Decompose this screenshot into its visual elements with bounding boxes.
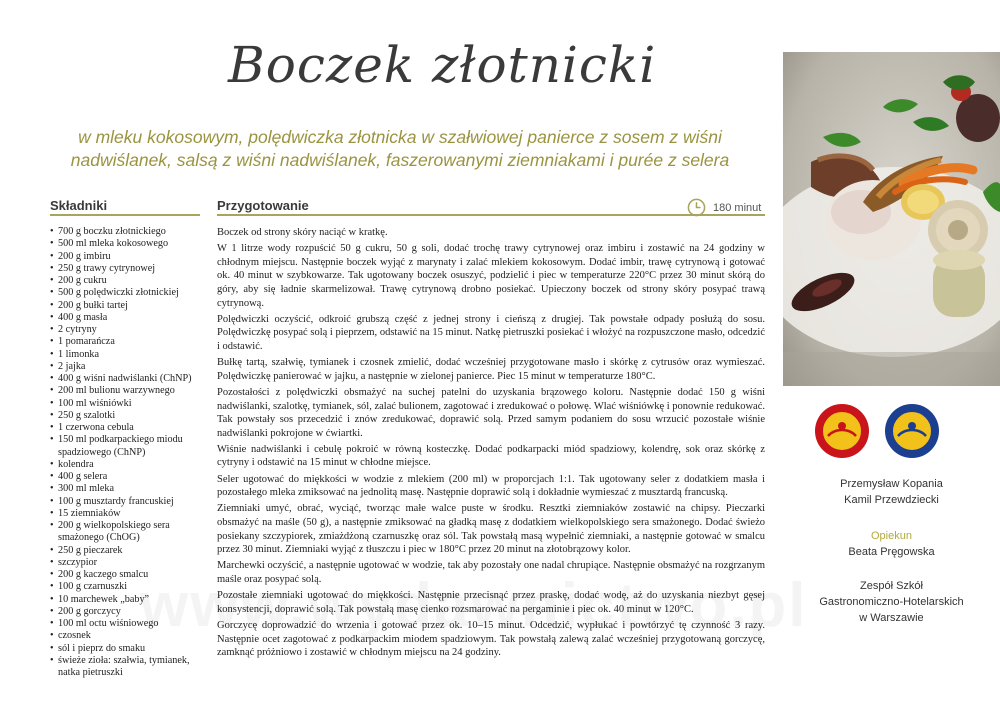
preparation-rule — [217, 214, 765, 216]
preparation-steps — [217, 226, 765, 662]
ingredient-item: • 500 g polędwiczki złotnickiej — [50, 287, 205, 299]
school-line: Gastronomiczno-Hotelarskich — [819, 596, 964, 608]
ingredient-item: • 1 limonka — [50, 349, 205, 361]
ingredient-item: • 15 ziemniaków — [50, 508, 205, 520]
ingredient-item: • 300 ml mleka — [50, 483, 205, 495]
ingredient-item: • 1 pomarańcza — [50, 336, 205, 348]
ingredient-item: • 400 g wiśni nadwiślanki (ChNP) — [50, 373, 205, 385]
ingredient-item: • 400 g masła — [50, 312, 205, 324]
preparation-step: Ziemniaki umyć, obrać, wyciąć, tworząc małe walce puste w środku. Resztki ziemniaków zostawić na chipsy. Pieczarki obsmażyć na maśle (50 g), a następnie zmiksować na gładką masę z dodatkiem wielkopolskiego sera smażonego. Dodać świeżo posiekany szczypiorek, zmiażdżoną czarnuszkę oraz sól. Tak powstałą masą wypełnić ziemniaki, a następnie gotować w smalcu przez 30 minut. Ziemniaki wyjąć z tłuszczu i piec w 180°C przez 20 minut na złotobrązowy kolor. — [217, 503, 765, 556]
ingredient-item: • 400 g selera — [50, 471, 205, 483]
preparation-step: Pozostałe ziemniaki ugotować do miękkości. Następnie przecisnąć przez praskę, dodać wodę, aż do uzyskania niezbyt gęsej konsystencji, doprawić solą. Tak powstałą masę cienko rozsmarować na pergaminie i piec ok. 40 minut w 120°C. — [217, 590, 765, 615]
authors-block — [783, 476, 1000, 626]
ingredient-item: • 200 g imbiru — [50, 251, 205, 263]
cooking-time-label: 180 minut — [713, 201, 762, 214]
ingredient-item: • 200 ml bulionu warzywnego — [50, 385, 205, 397]
preparation-step: Marchewki oczyścić, a następnie ugotować w wodzie, tak aby pozostały one nadal chrupiące. Następnie obsmażyć na rozgrzanym maśle oraz posypać solą. — [217, 560, 765, 585]
ingredient-item: • 150 ml podkarpackiego miodu spadziowego (ChNP) — [50, 434, 205, 459]
school-line: Zespół Szkół — [860, 580, 923, 592]
ingredient-item: • 2 jajka — [50, 361, 205, 373]
ingredient-item: • 100 g musztardy francuskiej — [50, 496, 205, 508]
mentor-label: Opiekun — [871, 530, 912, 542]
ingredient-item: • 200 g cukru — [50, 275, 205, 287]
preparation-step: Pozostałości z polędwiczki obsmażyć na suchej patelni do uzyskania brązowego koloru. Następnie dodać 150 g wiśni nadwiślanki, szalotkę, tymianek, sól, zalać bulionem, zagotować i zredukować o połowę. Wlać wiśniówkę i ponownie redukować. Tak powstały sos przecedzić i znów zredukować, doprawić solą. Przed samym podaniem do sosu wrzucić pozostałe wiśnie nadwiślanki pokrojone w ćwiartki. — [217, 386, 765, 439]
quality-badges — [813, 402, 941, 460]
ingredient-item: • 700 g boczku złotnickiego — [50, 226, 205, 238]
preparation-heading: Przygotowanie — [217, 198, 309, 213]
ingredient-item: • 1 czerwona cebula — [50, 422, 205, 434]
ingredient-item: • 200 g kaczego smalcu — [50, 569, 205, 581]
ingredients-heading: Składniki — [50, 198, 108, 213]
ingredient-item: • 250 g trawy cytrynowej — [50, 263, 205, 275]
ingredient-item: • sól i pieprz do smaku — [50, 643, 205, 655]
preparation-step: Polędwiczki oczyścić, odkroić grubszą część z jednej strony i cieńszą z drugiej. Tak powstałe odpady posłużą do sosu. Polędwiczkę posypać solą i pieprzem, odstawić na 15 minut. Natkę pietruszki posiekać i włożyć na rozpuszczone masło, odcedzić i odstawić. — [217, 313, 765, 352]
ingredient-item: • 500 ml mleka kokosowego — [50, 238, 205, 250]
ingredient-item: • 250 g szalotki — [50, 410, 205, 422]
preparation-step: Seler ugotować do miękkości w wodzie z mlekiem (200 ml) w proporcjach 1:1. Tak ugotowany seler z dodatkiem masła i pozostałego mleka zmiksować na jednolitą masę. Następnie doprawić solą i dokładnie wymieszać z musztardą francuską. — [217, 473, 765, 499]
ingredient-item: • 200 g gorczycy — [50, 606, 205, 618]
recipe-title: Boczek złotnicki — [228, 36, 657, 94]
ingredient-item: • 100 ml wiśniówki — [50, 398, 205, 410]
recipe-subtitle: w mleku kokosowym, polędwiczka złotnicka w szałwiowej panierce z sosem z wiśni nadwiślanek, salsą z wiśni nadwiślanek, faszerowanymi ziemniakami i purée z selera — [70, 127, 730, 170]
preparation-step: Wiśnie nadwiślanki i cebulę pokroić w równą kosteczkę. Dodać podkarpacki miód spadziowy, kolendrę, sok oraz skórkę z cytryny i odstawić na 15 minut w chłodne miejsce. — [217, 443, 765, 469]
ingredient-item: • czosnek — [50, 630, 205, 642]
dish-photo — [783, 52, 1000, 386]
ingredient-item: • kolendra — [50, 459, 205, 471]
ingredient-item: • szczypior — [50, 557, 205, 569]
ingredient-item: • świeże zioła: szałwia, tymianek, natka pietruszki — [50, 655, 205, 680]
ingredient-item: • 100 ml octu wiśniowego — [50, 618, 205, 630]
ingredient-item: • 200 g bułki tartej — [50, 300, 205, 312]
preparation-step: Bułkę tartą, szałwię, tymianek i czosnek zmielić, dodać wcześniej przygotowane masło i skórkę z cytrusów oraz wymieszać. Polędwiczkę panierować w jajku, a następnie w zielonej panierce. Piec 15 minut w temperaturze 180°C. — [217, 357, 765, 382]
pdo-seal-icon — [813, 402, 871, 460]
clock-icon — [687, 198, 706, 217]
ingredient-item: • 10 marchewek „baby” — [50, 594, 205, 606]
preparation-step: Boczek od strony skóry naciąć w kratkę. — [217, 227, 388, 238]
school-line: w Warszawie — [859, 612, 924, 624]
mentor-name: Beata Pręgowska — [848, 546, 935, 558]
cooking-time — [687, 198, 761, 217]
ingredients-list — [50, 226, 205, 679]
author-name: Przemysław Kopania — [840, 478, 943, 490]
preparation-step: Gorczycę doprowadzić do wrzenia i gotować przez ok. 10–15 minut. Odcedzić, wypłukać i powtórzyć tę czynność 3 razy. Następnie ocet zagotować z podkarpackim miodem spadziowym. Tak powstałą zalewą zalać wcześniej przygotowaną gorczycę, zamknąć próżniowo i zostawić w chłodnym miejscu na 24 godziny. — [217, 619, 765, 659]
ingredient-item: • 100 g czarnuszki — [50, 581, 205, 593]
ingredient-item: • 2 cytryny — [50, 324, 205, 336]
ingredients-rule — [50, 214, 200, 216]
ingredient-item: • 250 g pieczarek — [50, 545, 205, 557]
pgi-seal-icon — [883, 402, 941, 460]
ingredient-item: • 200 g wielkopolskiego sera smażonego (ChOG) — [50, 520, 205, 545]
author-name: Kamil Przewdziecki — [844, 494, 939, 506]
preparation-step: W 1 litrze wody rozpuścić 50 g cukru, 50 g soli, dodać trochę trawy cytrynowej oraz imbiru i zostawić na 24 godziny w chłodnym miejscu. Następnie boczek wyjąć z marynaty i zalać mlekiem kokosowym. Dodać imbir, trawę cytrynową i gotować ok. 40 minut w szybkowarze. Tak ugotowany boczek osuszyć, podzielić i piec w temperaturze 220°C przez 30 minut skórą do góry, aby się ładnie skarmelizował. Trawę cytrynową drobno posiekać. Upieczony boczek od strony skóry posypać trawą cytrynową. — [217, 243, 765, 309]
